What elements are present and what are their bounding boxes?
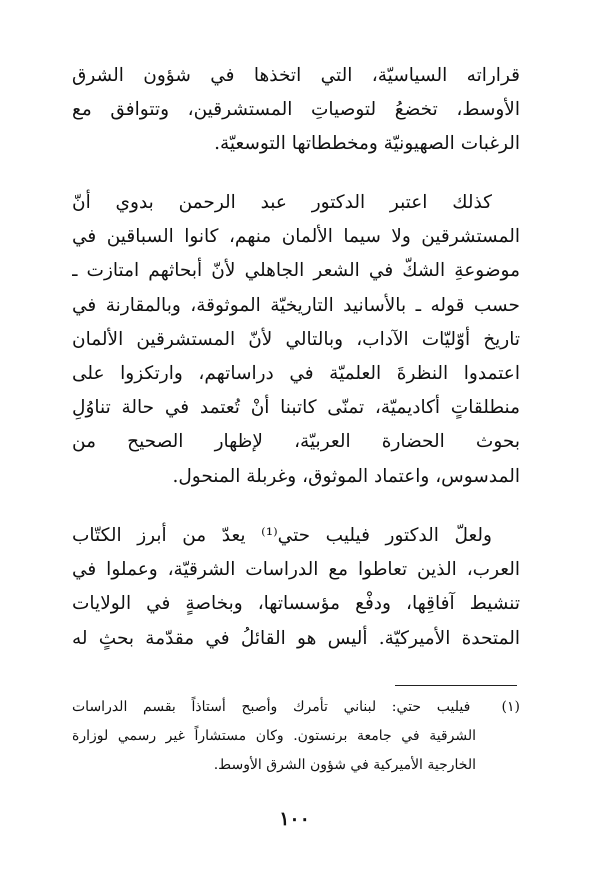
footnote	[72, 693, 520, 780]
text-line: المستشرقين ولا سيما الألمان منهم، كانوا السباقين في	[72, 226, 520, 248]
page-number: ١٠٠	[279, 808, 310, 830]
text-line: منطلقاتٍ أكاديميّة، تمنّى كاتبنا أنْ تُعتمد في حالة تناوُلِ	[72, 397, 520, 419]
footnote-marker: (١)	[501, 699, 520, 715]
text-line: بحوث الحضارة العربيّة، لإظهار الصحيح من	[72, 431, 520, 453]
paragraph-3	[72, 519, 520, 656]
footnote-line	[72, 693, 520, 722]
paragraph-2	[72, 186, 520, 494]
text-line: تنشيط آفاقِها، ودفْع مؤسساتها، وبخاصةٍ في الولايات	[72, 593, 520, 615]
text-line: الأوسط، تخضعُ لتوصياتِ المستشرقين، وتتوافق مع	[72, 99, 520, 121]
text-line: قراراته السياسيّة، التي اتخذها في شؤون الشرق	[72, 65, 520, 86]
text-line: ولعلّ الدكتور فيليب حتي⁽¹⁾ يعدّ من أبرز الكتّاب	[72, 525, 492, 546]
footnote-line: الخارجية الأميركية في شؤون الشرق الأوسط.	[213, 757, 476, 773]
text-line: الرغبات الصهيونيّة ومخططاتها التوسعيّة.	[214, 133, 520, 155]
footnote-text: فيليب حتي: لبناني تأمرك وأصبح أستاذاً بقسم الدراسات	[72, 699, 471, 715]
text-line: موضوعةِ الشكّ في الشعر الجاهلي لأنّ أبحاثهم امتازت ـ	[72, 260, 520, 282]
text-line: العرب، الذين تعاطوا مع الدراسات الشرقيّة، وعملوا في	[72, 559, 520, 581]
footnote-separator	[395, 685, 517, 686]
text-line: المتحدة الأميركيّة. أليس هو القائلُ في مقدّمة بحثٍ له	[72, 627, 520, 649]
text-line: حسب قوله ـ بالأسانيد التاريخيّة الموثوقة، وبالمقارنة في	[72, 294, 520, 316]
text-line: كذلك اعتبر الدكتور عبد الرحمن بدوي أنّ	[72, 192, 492, 213]
footnote-line: الشرقية في جامعة برنستون. وكان مستشاراً غير رسمي لوزارة	[72, 728, 476, 744]
paragraph-1	[72, 59, 520, 162]
text-line: اعتمدوا النظرةَ العلميّة في دراساتهم، وارتكزوا على	[72, 363, 520, 385]
text-line: تاريخ أوّليّات الآداب، وبالتالي لأنّ المستشرقين الألمان	[72, 328, 520, 350]
text-line: المدسوس، واعتماد الموثوق، وغربلة المنحول.	[172, 465, 520, 487]
